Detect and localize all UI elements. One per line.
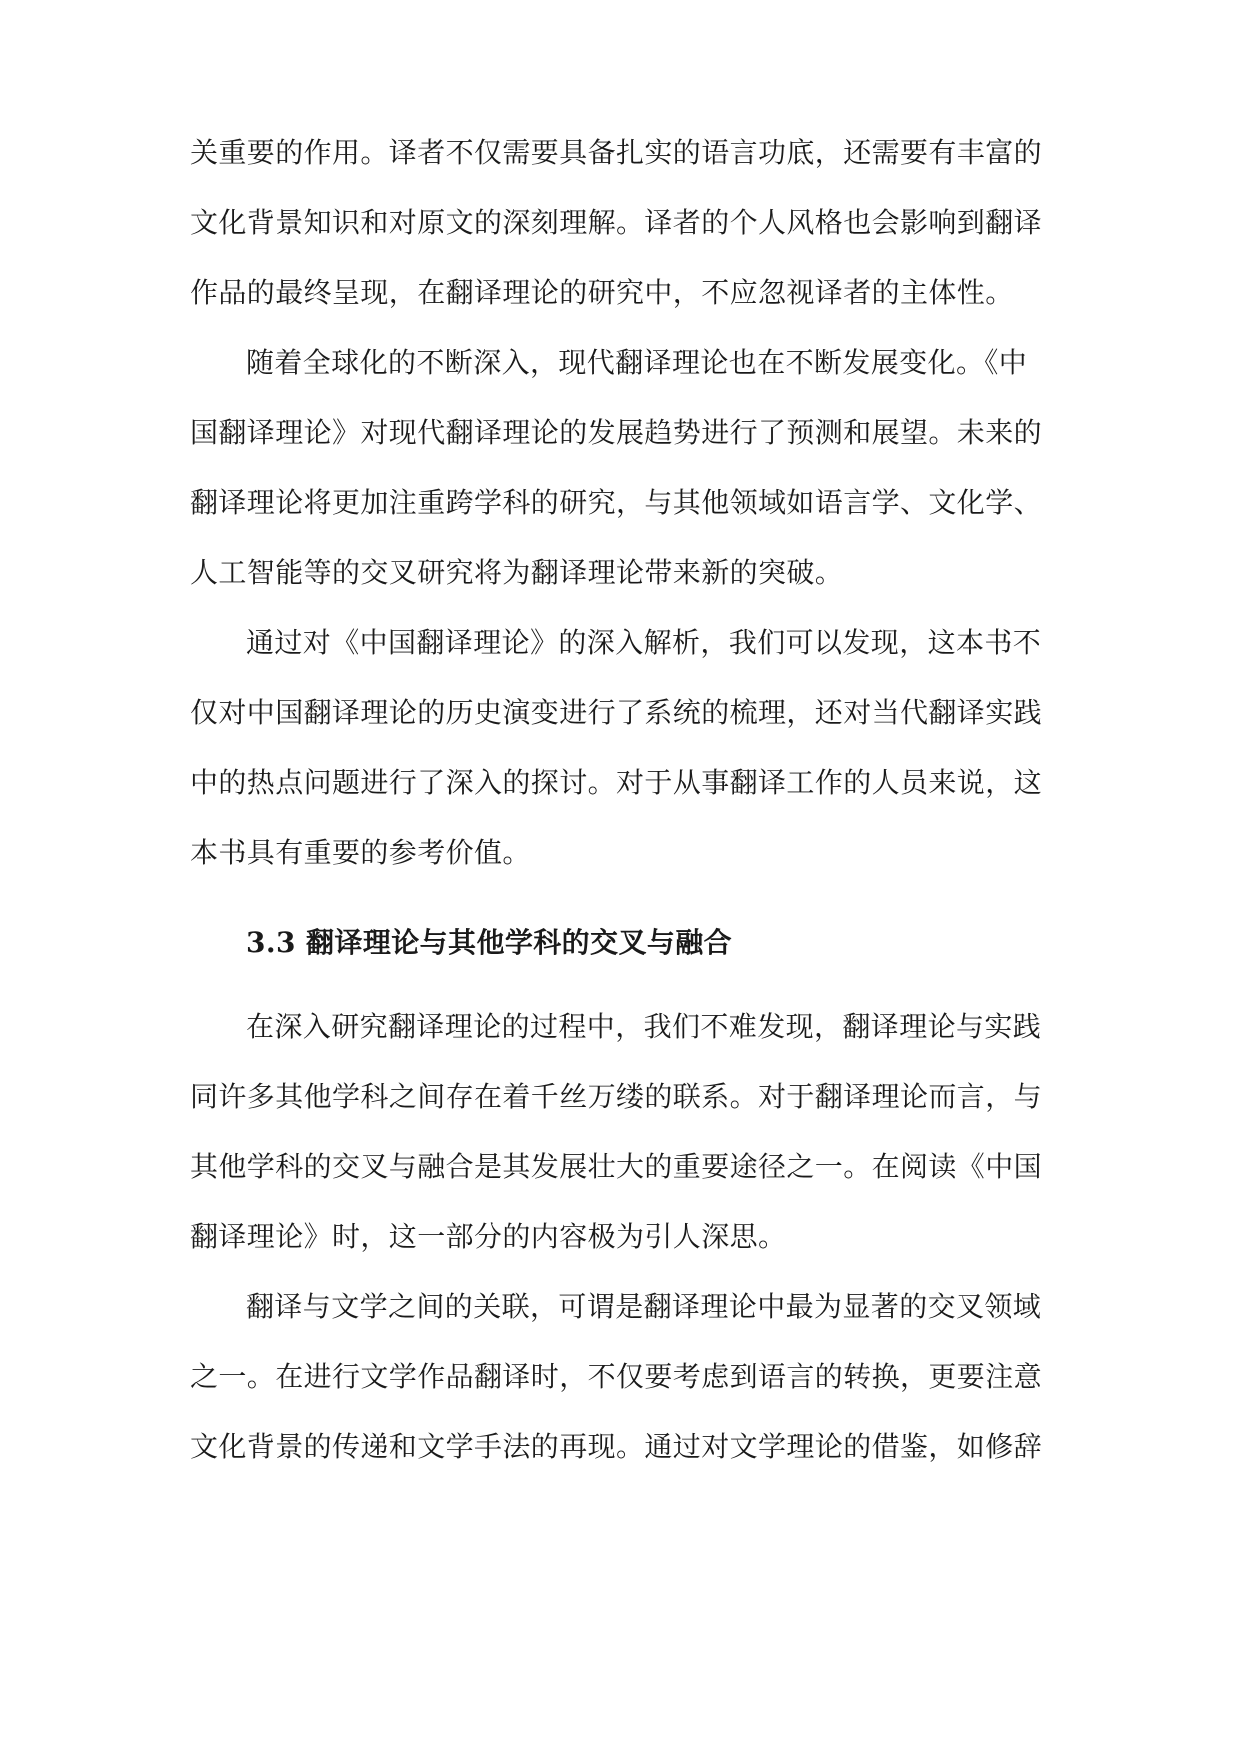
paragraph-line: 翻译与文学之间的关联，可谓是翻译理论中最为显著的交叉领域 [246,1290,1042,1323]
paragraph-line: 在深入研究翻译理论的过程中，我们不难发现，翻译理论与实践 [246,1010,1042,1043]
paragraph-line: 国翻译理论》对现代翻译理论的发展趋势进行了预测和展望。未来的 [190,416,1043,449]
paragraph-line: 仅对中国翻译理论的历史演变进行了系统的梳理，还对当代翻译实践 [190,696,1043,729]
paragraph-line: 文化背景的传递和文学手法的再现。通过对文学理论的借鉴，如修辞 [190,1430,1043,1463]
paragraph-line: 翻译理论将更加注重跨学科的研究，与其他领域如语言学、文化学、 [190,486,1043,519]
paragraph-line: 翻译理论》时，这一部分的内容极为引人深思。 [190,1220,787,1253]
paragraph-line: 文化背景知识和对原文的深刻理解。译者的个人风格也会影响到翻译 [190,206,1043,239]
paragraph-line: 随着全球化的不断深入，现代翻译理论也在不断发展变化。《中 [246,346,1028,379]
paragraph-line: 人工智能等的交叉研究将为翻译理论带来新的突破。 [190,556,844,589]
section-heading: 3.3 翻译理论与其他学科的交叉与融合 [246,926,733,959]
paragraph-line: 同许多其他学科之间存在着千丝万缕的联系。对于翻译理论而言，与 [190,1080,1043,1113]
paragraph-line: 通过对《中国翻译理论》的深入解析，我们可以发现，这本书不 [246,626,1042,659]
paragraph-line: 作品的最终呈现，在翻译理论的研究中，不应忽视译者的主体性。 [190,276,1014,309]
paragraph-line: 之一。在进行文学作品翻译时，不仅要考虑到语言的转换，更要注意 [190,1360,1043,1393]
paragraph-line: 本书具有重要的参考价值。 [190,836,531,869]
paragraph-line: 中的热点问题进行了深入的探讨。对于从事翻译工作的人员来说，这 [190,766,1043,799]
paragraph-line: 其他学科的交叉与融合是其发展壮大的重要途径之一。在阅读《中国 [190,1150,1043,1183]
paragraph-line: 关重要的作用。译者不仅需要具备扎实的语言功底，还需要有丰富的 [190,136,1043,169]
